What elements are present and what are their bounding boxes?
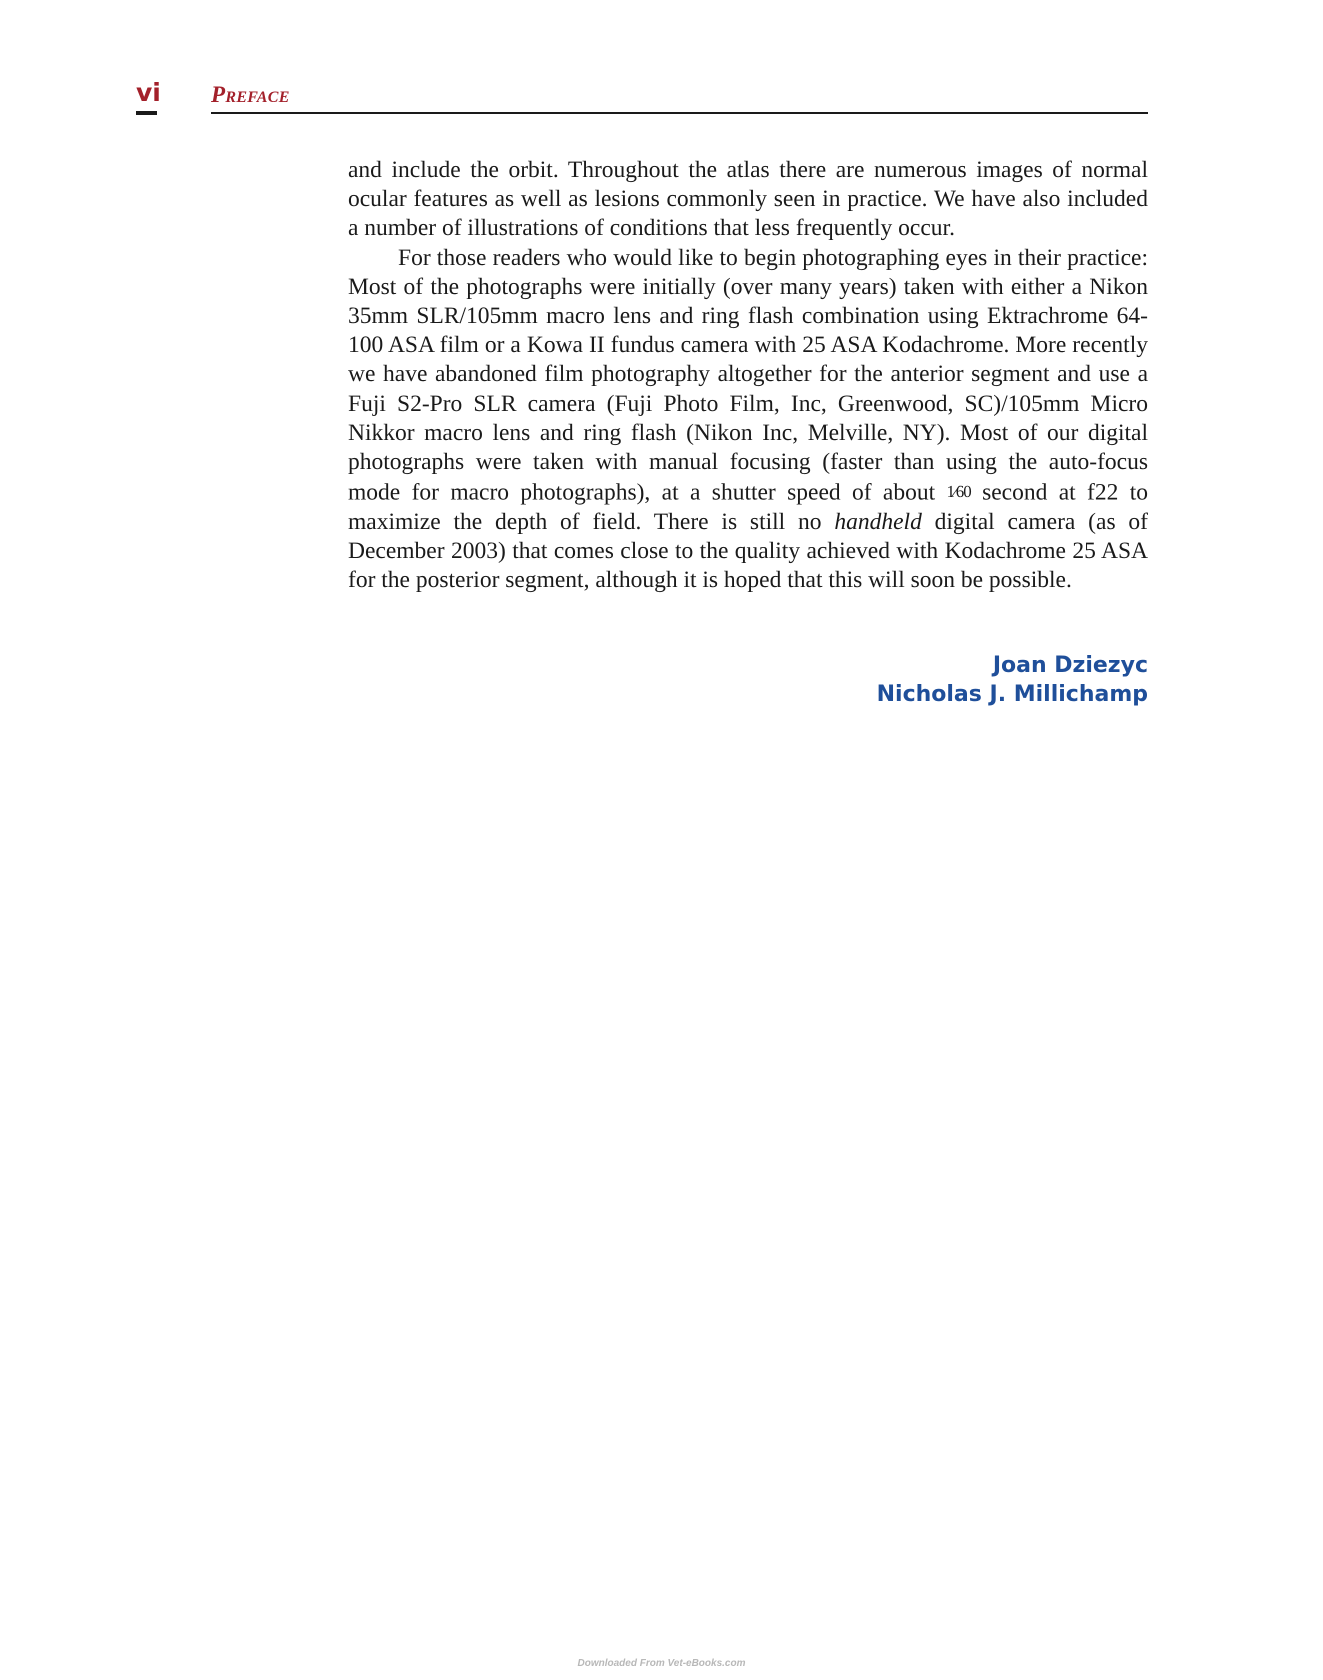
paragraph-2-part-3: digital camera (as of December 2003) that comes close to the quality achieved with Kodachrome 25 ASA for the posterior segment, although it is hoped that this will soon be possible. xyxy=(348,508,1148,594)
page-number-underline xyxy=(136,111,157,115)
paragraph-2 xyxy=(348,244,1148,596)
author-1: Joan Dziezyc xyxy=(992,653,1148,678)
emphasis-handheld: handheld xyxy=(834,508,922,535)
signatures xyxy=(348,651,1148,709)
shutter-speed-fraction: 1⁄60 xyxy=(946,482,971,502)
header-rule xyxy=(211,112,1148,114)
paragraph-2-part-2: second at f22 to maximize the depth of field. There is still no xyxy=(348,479,1149,535)
page-number: vi xyxy=(136,78,161,107)
paragraph-2-part-1: For those readers who would like to begin photographing eyes in their practice: Most of the photographs were initially (over many years) taken with either a Nikon 35mm SLR/105mm macro lens and ring flash combination using Ektrachrome 64-100 ASA film or a Kowa II fundus camera with 25 ASA Kodachrome. More recently we have abandoned film photography altogether for the anterior segment and use a Fuji S2-Pro SLR camera (Fuji Photo Film, Inc, Greenwood, SC)/105mm Micro Nikkor macro lens and ring flash (Nikon Inc, Melville, NY). Most of our digital photographs were taken with manual focusing (faster than using the auto-focus mode for macro photographs), at a shutter speed of about xyxy=(348,244,1148,506)
paragraph-1: and include the orbit. Throughout the atlas there are numerous images of normal ocular features as well as lesions commonly seen in practice. We have also included a number of illustrations of conditions that less frequently occur. xyxy=(348,157,1148,242)
body-text xyxy=(348,156,1148,596)
running-head: Preface xyxy=(211,82,290,107)
download-note: Downloaded From Vet-eBooks.com xyxy=(577,1658,746,1669)
author-2: Nicholas J. Millichamp xyxy=(876,682,1148,707)
